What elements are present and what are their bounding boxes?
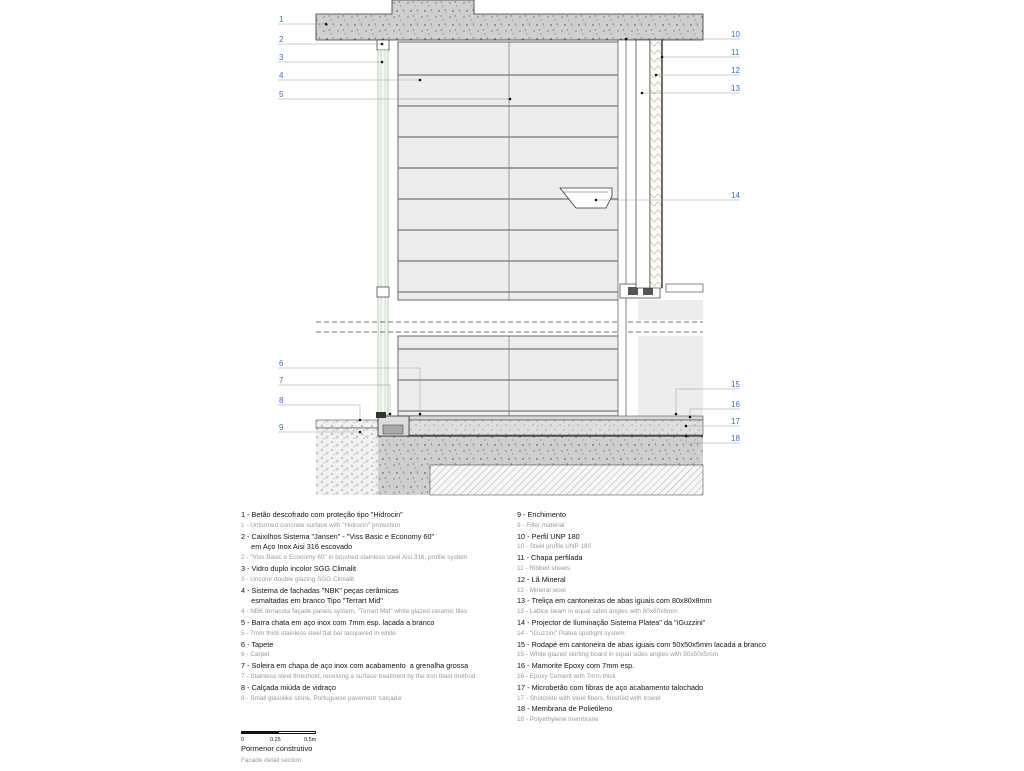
legend-item-6: 6 - Tapete <box>241 639 274 649</box>
legend-item-10: 10 - Perfil UNP 180 <box>517 531 580 541</box>
legend-item-9-en: 9 - Filler material <box>517 521 565 529</box>
callout-13: 13 <box>731 84 740 93</box>
window-frame-mid <box>377 287 389 297</box>
legend-item-8-en: 8 - Small glasslike stone, Portuguese pavement 'calçada' <box>241 694 403 702</box>
callout-5: 5 <box>279 90 284 99</box>
legend-item-11-en: 11 - Ribbed sheets <box>517 564 571 572</box>
drawing-title: Pormenor construtivo <box>241 744 313 753</box>
legend-item-5-en: 5 - 7mm thick stainless steel flat bar lacquered in white <box>241 629 396 637</box>
legend-item-2-en: 2 - "Viss Basic e Economy 60" in brushed stainless steel Aisi 316, profile system <box>241 554 468 562</box>
legend-left <box>241 510 511 704</box>
legend-item-8: 8 - Calçada miúda de vidraço <box>241 682 336 692</box>
hatched-fill <box>430 465 703 495</box>
interior-wall <box>638 336 703 416</box>
legend-item-7-en: 7 - Stainless steel threshold, receiving a surface treatment by the iron blast method <box>241 672 476 680</box>
pavement-stone <box>316 420 378 428</box>
steel-profile-unp <box>636 40 650 288</box>
callout-9: 9 <box>279 423 284 432</box>
callout-17: 17 <box>731 417 740 426</box>
legend-item-1: 1 - Betão descofrado com proteção tipo "Hidrocin" <box>241 510 403 519</box>
legend-item-12: 12 - Lã Mineral <box>517 574 566 584</box>
legend-item-3: 3 - Vidro duplo incolor SGG Climalit <box>241 563 357 573</box>
callout-11: 11 <box>731 48 740 57</box>
callout-2: 2 <box>279 35 284 44</box>
legend-item-15-en: 15 - White glazed skirting board in equal sides angles with 50x50x5mm <box>517 651 719 659</box>
epoxy-floor <box>409 416 703 420</box>
roof-slab <box>316 0 703 40</box>
legend-item-18-en: 18 - Polyethylene membrane <box>517 716 599 724</box>
legend-item-1-en: 1 - Unformed concrete surface with "Hidrocin" protection <box>241 521 401 529</box>
callout-10: 10 <box>731 30 740 39</box>
callout-14: 14 <box>731 191 740 200</box>
legend-item-5: 5 - Barra chata em aço inox com 7mm esp. lacada a branco <box>241 617 435 627</box>
callout-12: 12 <box>731 66 740 75</box>
callout-15: 15 <box>731 380 740 389</box>
legend-item-16: 16 - Mamorite Epoxy com 7mm esp. <box>517 661 635 671</box>
legend-item-4-en: 4 - NBK terracota façade panels system, "Terrart Mid" white glazed ceramic tiles <box>241 608 468 616</box>
microconcrete-slab <box>409 420 703 435</box>
scale-bar <box>241 727 361 771</box>
legend-item-16-en: 16 - Epoxy Cement with 7mm thick <box>517 672 616 680</box>
scale-tick-0: 0 <box>241 737 245 743</box>
callout-16: 16 <box>731 400 740 409</box>
callout-18: 18 <box>731 434 740 443</box>
legend-item-7: 7 - Soleira em chapa de aço inox com acabamento a grenalha grossa <box>241 661 469 671</box>
legend-item-3-en: 3 - Uncolor double glazing SGG Climalit <box>241 575 354 583</box>
legend-item-17-en: 17 - Shotcrete with steel fibers, finished with trowel <box>517 694 661 702</box>
scale-tick-1: 0.25 <box>270 737 281 743</box>
scale-bar-graphic <box>241 731 316 734</box>
callout-4: 4 <box>279 71 284 80</box>
scale-tick-2: 0.5m <box>304 737 317 743</box>
foundation-concrete <box>378 435 703 465</box>
callout-1: 1 <box>279 15 284 24</box>
legend-item-10-en: 10 - Steel profile UNP 180 <box>517 543 592 551</box>
callout-7: 7 <box>279 376 284 385</box>
window-frame-top <box>377 40 389 50</box>
drawing-subtitle: Facade detail section <box>241 757 302 764</box>
callout-3: 3 <box>279 53 284 62</box>
mineral-wool <box>650 40 662 288</box>
legend-item-12-en: 12 - Mineral wool <box>517 586 566 594</box>
legend-item-13-en: 13 - Lattice beam in equal sides angles with 80x80x8mm <box>517 608 678 616</box>
legend-item-11: 11 - Chapa perfilada <box>517 553 583 563</box>
legend-item-13: 13 - Treliça em cantoneiras de abas iguais com 80x80x8mm <box>517 596 712 606</box>
legend-item-9: 9 - Enchimento <box>517 510 567 519</box>
legend-right <box>517 510 817 726</box>
filler-material <box>316 428 378 495</box>
legend-item-18: 18 - Membrana de Polietileno <box>517 704 613 714</box>
legend-item-2: 2 - Caixilhos Sistema "Jansen" - "Viss Basic e Economy 60" em Aço Inox Aisi 316 escovado <box>241 531 435 552</box>
callout-6: 6 <box>279 359 284 368</box>
legend-item-6-en: 6 - Carpet <box>241 651 270 659</box>
legend-item-15: 15 - Rodapé em cantoneira de abas iguais com 50x50x5mm lacada a branco <box>517 639 767 649</box>
legend-item-14-en: 14 - "iGuzzini" Platea spotlight system <box>517 629 625 637</box>
callout-8: 8 <box>279 396 284 405</box>
legend-item-14: 14 - Projector de Iluminação Sistema Platea" da "iGuzzini" <box>517 617 706 627</box>
legend-item-17: 17 - Microbetão com fibras de aço acabamento talochado <box>517 682 704 692</box>
glass-pane <box>378 50 388 415</box>
legend-item-4: 4 - Sistema de fachadas "NBK" peças cerâmicas esmaltadas em branco Tipo "Terrart Mid" <box>241 585 399 606</box>
